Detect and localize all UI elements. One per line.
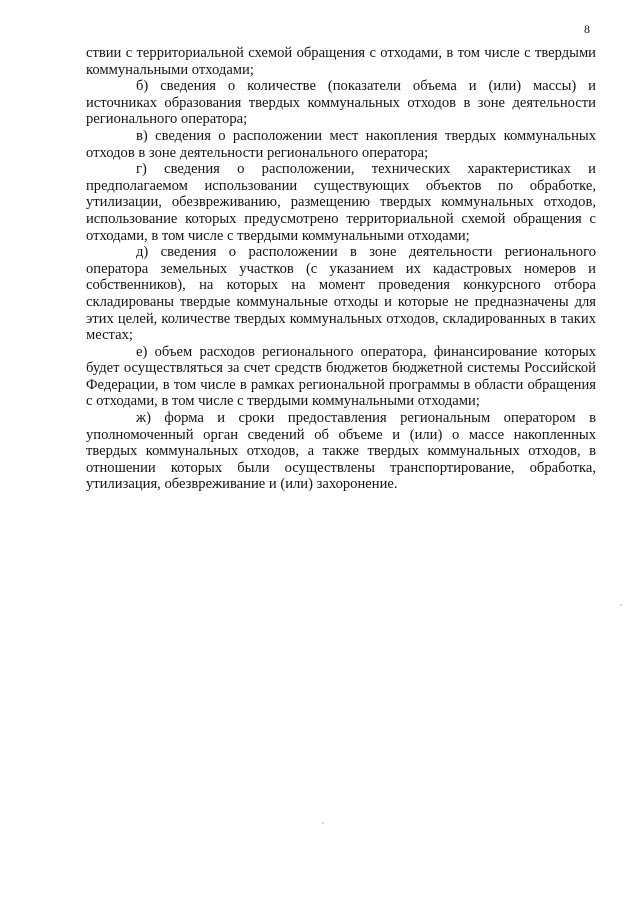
- paragraph-b: б) сведения о количестве (показатели объема и (или) массы) и источниках образования твердых коммунальных отходов в зоне деятельности регионального оператора;: [86, 78, 596, 128]
- paragraph-continuation: ствии с территориальной схемой обращения с отходами, в том числе с твердыми коммунальными отходами;: [86, 45, 596, 78]
- paragraph-zh: ж) форма и сроки предоставления региональным оператором в уполномоченный орган сведений об объеме и (или) о массе накопленных твердых коммунальных отходов, а также твердых коммунальных отходов, в отношении которых были осуществлены транспортирование, обработка, утилизация, обезвреживание и (или) захоронение.: [86, 410, 596, 493]
- paragraph-e: е) объем расходов регионального оператора, финансирование которых будет осуществляться за счет средств бюджетов бюджетной системы Российской Федерации, в том числе в рамках региональной программы в области обращения с отходами, в том числе с твердыми коммунальными отходами;: [86, 343, 596, 410]
- paragraph-v: в) сведения о расположении мест накопления твердых коммунальных отходов в зоне деятельности регионального оператора;: [86, 127, 596, 161]
- page-number: 8: [584, 22, 590, 36]
- scan-speck: [620, 604, 622, 606]
- paragraph-g: г) сведения о расположении, технических характеристиках и предполагаемом использовании существующих объектов по обработке, утилизации, обезвреживанию, размещению твердых коммунальных отходов, использование которых предусмотрено территориальной схемой обращения с отходами, в том числе с твердыми коммунальными отходами;: [86, 161, 596, 244]
- document-body: [86, 45, 596, 493]
- paragraph-d: д) сведения о расположении в зоне деятельности регионального оператора земельных участков (с указанием их кадастровых номеров и собственников), на которых на момент проведения конкурсного отбора складированы твердые коммунальные отходы и которые не предназначены для этих целей, количестве твердых коммунальных отходов, складированных в таких местах;: [86, 244, 596, 344]
- scan-speck: [322, 822, 324, 824]
